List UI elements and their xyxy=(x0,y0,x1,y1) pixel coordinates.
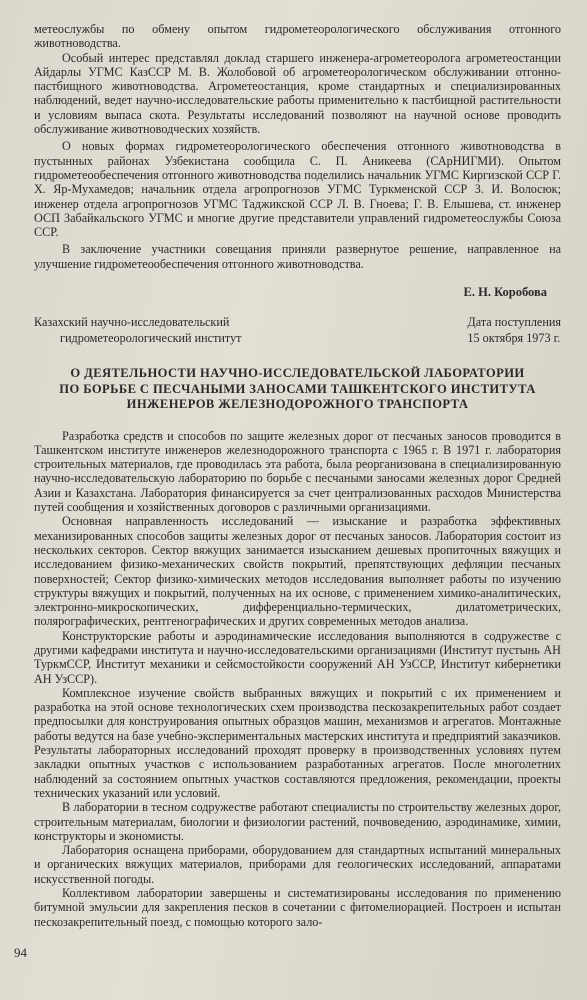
institution xyxy=(34,314,242,346)
paragraph: Коллективом лаборатории завершены и систематизированы исследования по применению битумной эмульсии для закрепления песков в сочетании с фитомелиорацией. Построен и испытан пескозакрепительный поезд, с помощью которого зало- xyxy=(34,886,561,929)
institution-line: гидрометеорологический институт xyxy=(60,331,242,346)
paragraph: Конструкторские работы и аэродинамические исследования выполняются в содружестве с другими кафедрами института и научно-исследовательскими организациями (Институт пустынь АН ТуркмССР, Институт механики и сейсмостойкости сооружений АН УзССР, Институт кибернетики АН УзССР). xyxy=(34,628,561,686)
title-line: ПО БОРЬБЕ С ПЕСЧАНЫМИ ЗАНОСАМИ ТАШКЕНТСКОГО ИНСТИТУТА xyxy=(59,381,536,396)
author-signature: Е. Н. Коробова xyxy=(463,285,547,300)
paragraph: метеослужбы по обмену опытом гидрометеорологического обслуживания отгонного животноводства. xyxy=(34,22,561,51)
page-number: 94 xyxy=(14,945,27,960)
title-line: О ДЕЯТЕЛЬНОСТИ НАУЧНО-ИССЛЕДОВАТЕЛЬСКОЙ ЛАБОРАТОРИИ xyxy=(70,366,525,381)
article-body xyxy=(34,429,561,929)
article-title xyxy=(34,366,561,413)
article-meta xyxy=(34,314,561,346)
paragraph: О новых формах гидрометеорологического обеспечения отгонного животноводства в пустынных районах Узбекистана сообщила С. П. Аникеева (САрНИГМИ). Опытом гидрометеообеспечения отгонного животноводства поделились начальник УГМС Киргизской ССР Г. Х. Яр-Мухамедов; начальник отдела агропрогнозов УГМС Туркменской ССР З. И. Волосюк; инженер отдела агропрогнозов УГМС Таджикской ССР Л. В. Гноева; Г. В. Елышева, ст. инженер ОСП Забайкальского УГМС и многие другие представители управлений гидрометеослужбы Союза ССР. xyxy=(34,139,561,240)
paragraph: Лаборатория оснащена приборами, оборудованием для стандартных испытаний минеральных и органических вяжущих материалов, приборами для геологических исследований, аппаратами искусственной погоды. xyxy=(34,843,561,886)
title-line: ИНЖЕНЕРОВ ЖЕЛЕЗНОДОРОЖНОГО ТРАНСПОРТА xyxy=(126,397,469,412)
paragraph: В заключение участники совещания приняли развернутое решение, направленное на улучшение гидрометеообеспечения отгонного животноводства. xyxy=(34,242,561,271)
paragraph: Особый интерес представлял доклад старшего инженера-агрометеоролога агрометеостанции Айдарлы УГМС КазССР М. В. Жолобовой об агрометеорологическом обслуживании отгонно-пастбищного животноводства. Агрометеостанция, кроме стандартных и специализированных наблюдений, ведет научно-исследовательские работы применительно к пастбищной растительности и условиям выпаса скота. Результаты исследований позволяют на научной основе проводить обслуживание животноводческих хозяйств. xyxy=(34,50,561,137)
paragraph: Комплексное изучение свойств выбранных вяжущих и покрытий с их применением и разработка на этой основе технологических схем производства пескозакрепительных работ создает предпосылки для конструирования опытных образцов машин, механизмов и агрегатов. Монтажные работы ведутся на базе учебно-экспериментальных мастерских института и предприятий заказчиков. Результаты лабораторных исследований проходят проверку в производственных условиях путем закладки опытных участков с использованием разработанных агрегатов. После многолетних наблюдений за состоянием опытных участков составляются предложения, рекомендации, проекты технических указаний или условий. xyxy=(34,685,561,800)
received-date: 15 октября 1973 г. xyxy=(467,331,561,346)
received-label: Дата поступления xyxy=(467,315,561,330)
paragraph: Основная направленность исследований — изыскание и разработка эффективных механизированных способов защиты железных дорог от песчаных заносов. Лаборатория состоит из нескольких секторов. Сектор вяжущих занимается изысканием дешевых пропиточных вяжущих и исследованием физико-механических свойств покрытий, препятствующих дефляции песчаных поверхностей; Сектор физико-химических методов исследования выполняет работы по изучению структуры вяжущих и покрытий, полученных на их основе, с применением химико-аналитических, электронно-микроскопических, дифференциально-термических, дилатометрических, полярографических, рентгенографических и других современных методов анализа. xyxy=(34,514,561,629)
top-section xyxy=(34,22,561,271)
paragraph: В лаборатории в тесном содружестве работают специалисты по строительству железных дорог, строительным материалам, биологии и физиологии растений, почвоведению, аэродинамике, химии, конструкторы и экономисты. xyxy=(34,800,561,843)
institution-line: Казахский научно-исследовательский xyxy=(34,315,230,330)
paragraph: Разработка средств и способов по защите железных дорог от песчаных заносов проводится в Ташкентском институте инженеров железнодорожного транспорта с 1965 г. В 1971 г. лаборатория строительных материалов, где проводилась эта работа, была реорганизована в специализированную научно-исследовательскую лабораторию по борьбе с песчаными заносами железных дорог Средней Азии и Казахстана. Лаборатория финансируется за счет централизованных расходов Министерства путей сообщения и хозяйственных договоров с различными организациями. xyxy=(34,428,561,515)
received-info xyxy=(467,314,561,346)
